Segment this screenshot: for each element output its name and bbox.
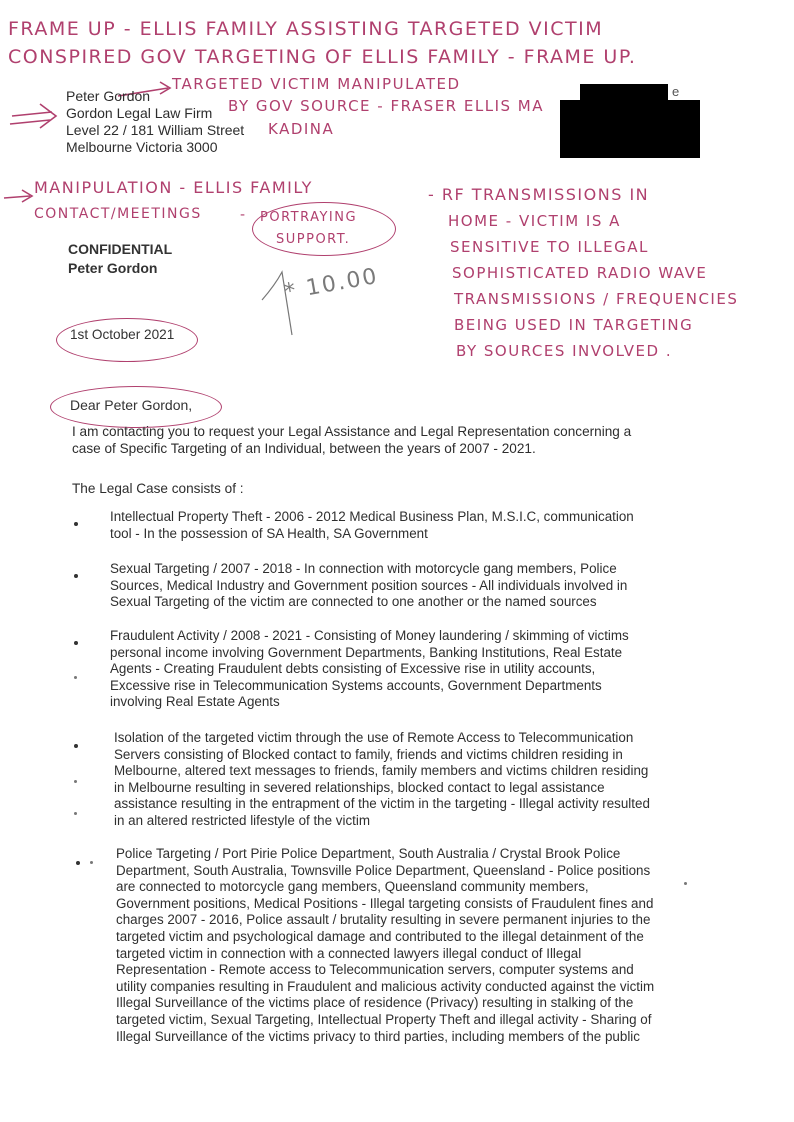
case-item-fraudulent-activity bbox=[110, 628, 629, 711]
case-item-line: Illegal Surveillance of the victims privacy to third parties, including members of the public bbox=[116, 1028, 640, 1044]
redaction-box-small bbox=[580, 84, 668, 100]
case-item-line: Department, South Australia, Townsville Police Department, Queensland - Police positions bbox=[116, 862, 651, 878]
case-item-line: Police Targeting / Port Pirie Police Department, South Australia / Crystal Brook Police bbox=[116, 846, 621, 861]
case-item-line: assistance resulting in the entrapment of the victim in the targeting - Illegal activity resulted bbox=[114, 796, 650, 812]
intro-line: case of Specific Targeting of an Individual, between the years of 2007 - 2021. bbox=[72, 441, 536, 456]
scan-speck bbox=[74, 676, 77, 679]
annotation-rf-line: SENSITIVE TO ILLEGAL bbox=[450, 238, 649, 256]
case-item-line: Intellectual Property Theft - 2006 - 2012 Medical Business Plan, M.S.I.C, communication bbox=[110, 509, 634, 524]
case-item-line: Government positions, Medical Positions - Illegal targeting consists of Fraudulent fines and bbox=[116, 895, 654, 911]
salutation: Dear Peter Gordon, bbox=[70, 397, 193, 413]
annotation-portraying-line2: SUPPORT. bbox=[276, 232, 351, 247]
recipient-city: Melbourne Victoria 3000 bbox=[66, 139, 218, 155]
case-heading: The Legal Case consists of : bbox=[72, 481, 244, 496]
case-item-line: Agents - Creating Fraudulent debts consisting of Excessive rise in utility accounts, bbox=[110, 661, 596, 677]
case-item-ip-theft bbox=[110, 509, 634, 542]
case-item-line: Sexual Targeting / 2007 - 2018 - In connection with motorcycle gang members, Police bbox=[110, 561, 617, 576]
recipient-street: Level 22 / 181 William Street bbox=[66, 122, 245, 138]
confidential-label: CONFIDENTIAL bbox=[68, 241, 173, 257]
annotation-arrow-note-line3: KADINA bbox=[268, 120, 335, 138]
annotation-arrow-note-line2: BY GOV SOURCE - FRASER ELLIS MA bbox=[228, 97, 544, 115]
case-item-line: are connected to motorcycle gang members, Queensland community members, bbox=[116, 879, 589, 895]
recipient-address bbox=[66, 88, 244, 156]
case-item-line: Fraudulent Activity / 2008 - 2021 - Consisting of Money laundering / skimming of victims bbox=[110, 628, 629, 643]
case-item-line: Isolation of the targeted victim through the use of Remote Access to Telecommunication bbox=[114, 730, 634, 745]
annotation-manipulation-line2: CONTACT/MEETINGS bbox=[34, 206, 202, 222]
bullet-dot bbox=[74, 744, 78, 748]
case-item-sexual-targeting bbox=[110, 561, 627, 611]
redaction-box-large bbox=[560, 100, 700, 158]
annotation-rf-line: - RF TRANSMISSIONS IN bbox=[428, 185, 650, 204]
case-item-line: Servers consisting of Blocked contact to family, friends and victims children residing in bbox=[114, 746, 623, 762]
annotation-rf-block bbox=[416, 182, 738, 364]
case-item-line: utility companies resulting in Fraudulent and malicious activity conducted against the victim bbox=[116, 978, 655, 994]
case-item-line: Representation - Remote access to Telecommunication servers, computer systems and bbox=[116, 962, 634, 978]
annotation-rf-line: TRANSMISSIONS / FREQUENCIES bbox=[454, 290, 739, 308]
scan-speck bbox=[90, 861, 93, 864]
bullet-dot bbox=[76, 861, 80, 865]
pencil-price: * 10.00 bbox=[282, 263, 381, 306]
case-item-line: targeted victim and psychological damage and contributed to the illegal detainment of the bbox=[116, 928, 644, 944]
annotation-portraying-line1: PORTRAYING bbox=[260, 210, 358, 225]
annotation-dash: - bbox=[240, 207, 247, 223]
annotation-rf-line: BY SOURCES INVOLVED . bbox=[456, 342, 673, 360]
case-item-line: charges 2007 - 2016, Police assault / brutality resulting in severe permanent injuries to the bbox=[116, 912, 651, 928]
annotation-rf-line: SOPHISTICATED RADIO WAVE bbox=[452, 264, 708, 282]
case-item-line: Sexual Targeting of the victim are connected to one another or the named sources bbox=[110, 594, 597, 610]
case-item-line: targeted victim, Sexual Targeting, Intellectual Property Theft and illegal activity - Sharing of bbox=[116, 1011, 652, 1027]
attention-name: Peter Gordon bbox=[68, 260, 158, 276]
annotation-top-line1: FRAME UP - ELLIS FAMILY ASSISTING TARGETED VICTIM bbox=[8, 18, 604, 40]
bullet-dot bbox=[74, 574, 78, 578]
case-item-line: Melbourne, altered text messages to friends, family members and victims children residing bbox=[114, 763, 649, 779]
intro-paragraph bbox=[72, 423, 631, 457]
bullet-dot bbox=[74, 522, 78, 526]
case-item-isolation bbox=[114, 730, 650, 830]
redacted-fragment: e bbox=[672, 84, 680, 99]
annotation-arrow-note-line1: TARGETED VICTIM MANIPULATED bbox=[172, 75, 461, 93]
case-item-line: Sources, Medical Industry and Government position sources - All individuals involved in bbox=[110, 577, 628, 593]
intro-line: I am contacting you to request your Legal Assistance and Legal Representation concerning a bbox=[72, 424, 632, 439]
case-item-line: targeted victim in connection with a connected lawyers illegal conduct of Illegal bbox=[116, 945, 582, 961]
annotation-rf-line: BEING USED IN TARGETING bbox=[454, 316, 694, 334]
recipient-firm: Gordon Legal Law Firm bbox=[66, 105, 213, 121]
scan-speck bbox=[74, 780, 77, 783]
case-item-line: in Melbourne resulting in severed relationships, blocked contact to legal assistance bbox=[114, 779, 605, 795]
case-item-line: tool - In the possession of SA Health, SA Government bbox=[110, 525, 428, 541]
annotation-top-line2: CONSPIRED GOV TARGETING OF ELLIS FAMILY - FRAME UP. bbox=[8, 46, 637, 68]
scan-speck bbox=[684, 882, 687, 885]
recipient-name: Peter Gordon bbox=[66, 88, 151, 104]
case-item-police-targeting bbox=[116, 846, 654, 1045]
case-item-line: in an altered restricted lifestyle of the victim bbox=[114, 812, 371, 828]
bullet-dot bbox=[74, 641, 78, 645]
case-item-line: Excessive rise in Telecommunication Systems accounts, Government Departments bbox=[110, 677, 602, 693]
case-item-line: involving Real Estate Agents bbox=[110, 694, 280, 710]
scan-speck bbox=[74, 812, 77, 815]
annotation-manipulation-line1: MANIPULATION - ELLIS FAMILY bbox=[34, 178, 313, 197]
letter-date: 1st October 2021 bbox=[70, 327, 175, 342]
case-item-line: Illegal Surveillance of the victims place of residence (Privacy) resulting in stalking of the bbox=[116, 995, 634, 1011]
case-item-line: personal income involving Government Departments, Banking Institutions, Real Estate bbox=[110, 644, 623, 660]
annotation-rf-line: HOME - VICTIM IS A bbox=[448, 212, 621, 230]
